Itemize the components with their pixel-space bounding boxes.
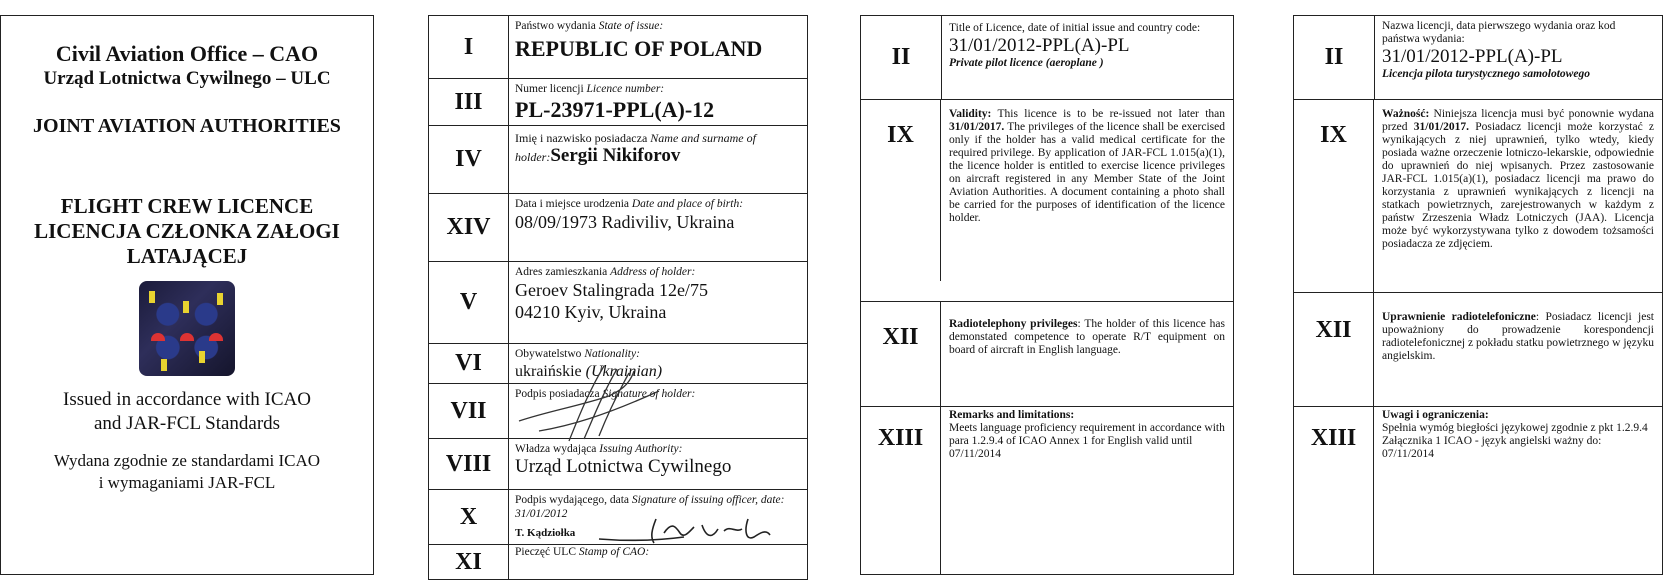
section-number: IX [861, 100, 941, 281]
radiotelephony-text: Uprawnienie radiotelefoniczne: Posiadacz licencji jest upoważniony do prowadzenie korespondencji radiotelefonicznej z pokładu statku powietrznego w języku angielskim. [1382, 311, 1654, 362]
field-row-state [429, 16, 807, 78]
officer-signature-image [594, 511, 794, 551]
section-validity [861, 99, 1233, 281]
section-remarks [1294, 406, 1662, 574]
section-number: II [1294, 16, 1375, 99]
officer-name: T. Kądziołka [515, 527, 576, 539]
row-number: IV [429, 126, 509, 193]
field-label: Imię i nazwisko posiadacza Name and surname of holder:Sergii Nikiforov [515, 131, 756, 166]
field-label: Państwo wydania State of issue: [515, 20, 664, 32]
row-number: VI [429, 344, 509, 383]
field-label: Obywatelstwo Nationality: [515, 348, 640, 360]
validity-text: Validity: This licence is to be re-issued not later than 31/01/2017. The privileges of the licence shall be exercised only if the holder has a valid medical certificate for the required privilege. By application of JAR-FCL 1.015(a)(1), the licence holder is entitled to exercise licence privileges on aircraft registered in any Member State of the Joint Aviation Authorities. A document containing a photo shall be carried for the purposes of identification of the licence holder. [949, 108, 1225, 224]
remarks-text: Uwagi i ograniczenia: Spełnia wymóg biegłości językowej zgodnie z pkt 1.2.9.4 Załącznika 1 ICAO - język angielski ważny do: 07/11/2014 [1382, 409, 1648, 460]
issued-statement-en [1, 388, 373, 436]
section-number: XIII [861, 407, 941, 574]
licence-number-value: PL-23971-PPL(A)-12 [515, 97, 715, 122]
address-line-2: 04210 Kyiv, Ukraina [515, 302, 667, 322]
field-label: Adres zamieszkania Address of holder: [515, 266, 696, 278]
section-title-of-licence [861, 16, 1233, 99]
field-row-name [429, 125, 807, 193]
office-name-pl: Urząd Lotnictwa Cywilnego – ULC [43, 68, 331, 89]
section-number: XII [1294, 293, 1374, 406]
issued-line: i wymaganiami JAR-FCL [98, 473, 276, 492]
section-number: XII [861, 302, 941, 406]
field-row-birth [429, 193, 807, 261]
validity-text: Ważność: Niniejsza licencja musi być ponownie wydana przed 31/01/2017. Posiadacz licencji może korzystać z wynikających z niej uprawnień, tylko wtedy, kiedy posiada ważne orzeczenie lotniczo-lekarskie, odpowiednie do uprawnień do niej wpisanych. Przez zastosowanie JAR-FCL 1.015(a)(1), posiadacz licencji ma prawo do korzystania z uprawnień wynikających z licencji na statkach powietrznych, zarejestrowanych w każdym z państw Zrzeszenia Władz Lotniczych (JAA). Licencja może być wykorzystywana tylko z dowodem tożsamości posiadacza ze zdjęciem. [1382, 108, 1654, 250]
field-label: Władza wydająca Issuing Authority: [515, 443, 683, 455]
field-label: Numer licencji Licence number: [515, 83, 665, 95]
row-number: X [429, 490, 509, 544]
section-number: II [861, 16, 942, 99]
issue-date: 31/01/2012 [515, 508, 568, 520]
licence-title [1, 194, 373, 269]
remarks-text: Remarks and limitations: Meets language proficiency requirement in accordance with para 1.2.9.4 of ICAO Annex 1 for English valid until 07/11/2014 [949, 409, 1225, 460]
issued-line: Issued in accordance with ICAO [63, 389, 311, 410]
holder-signature-image [509, 361, 679, 446]
office-name-en: Civil Aviation Office – CAO [55, 41, 319, 66]
section-remarks [861, 406, 1233, 574]
holder-name-value: Sergii Nikiforov [550, 145, 681, 166]
state-of-issue-value: REPUBLIC OF POLAND [515, 36, 763, 61]
licence-details-panel-pl [1293, 15, 1663, 575]
section-title-of-licence [1294, 16, 1662, 99]
field-row-licence-number [429, 78, 807, 125]
row-number: VIII [429, 439, 509, 489]
row-number: V [429, 262, 509, 343]
field-label: Data i miejsce urodzenia Date and place of birth: [515, 198, 744, 210]
row-number: III [429, 79, 509, 125]
hologram-image [139, 281, 235, 376]
jaa-heading: JOINT AVIATION AUTHORITIES [33, 115, 341, 137]
section-number: XIII [1294, 407, 1374, 574]
section-label: Title of Licence, date of initial issue and country code: [949, 22, 1201, 34]
section-label: Nazwa licencji, data pierwszego wydania oraz kod państwa wydania: [1382, 20, 1616, 45]
section-radiotelephony [861, 301, 1233, 406]
issuing-authority-value: Urząd Lotnictwa Cywilnego [515, 456, 732, 477]
field-label: Podpis posiadacza Signature of holder: [515, 388, 696, 400]
licence-title-line: LICENCJA CZŁONKA ZAŁOGI [34, 219, 340, 243]
issued-line: and JAR-FCL Standards [93, 413, 281, 434]
licence-type-value: Licencja pilota turystycznego samolotowego [1382, 68, 1590, 80]
row-number: VII [429, 384, 509, 438]
section-radiotelephony [1294, 292, 1662, 406]
birth-value: 08/09/1973 Radiviliv, Ukraina [515, 212, 735, 232]
cover-panel [0, 15, 374, 575]
licence-details-panel-en [860, 15, 1234, 575]
address-line-1: Geroev Stalingrada 12e/75 [515, 280, 708, 300]
licence-code-value: 31/01/2012-PPL(A)-PL [949, 35, 1130, 56]
licence-code-value: 31/01/2012-PPL(A)-PL [1382, 46, 1563, 67]
row-number: XI [429, 545, 509, 580]
field-label: Podpis wydającego, data Signature of issuing officer, date: 31/01/2012 [515, 494, 785, 520]
licence-title-line: FLIGHT CREW LICENCE [60, 194, 314, 218]
section-validity [1294, 99, 1662, 292]
holder-details-panel [428, 15, 808, 580]
licence-type-value: Private pilot licence (aeroplane ) [949, 57, 1104, 69]
field-row-address [429, 261, 807, 343]
section-number: IX [1294, 100, 1374, 292]
row-number: XIV [429, 194, 509, 261]
row-number: I [429, 16, 509, 78]
issued-line: Wydana zgodnie ze standardami ICAO [53, 451, 321, 470]
field-label: Pieczęć ULC Stamp of CAO: [515, 546, 650, 558]
radiotelephony-text: Radiotelephony privileges: The holder of this licence has demonstated competence to operate R/T equipment on board of aircraft in English language. [949, 318, 1226, 356]
nationality-value: ukraińskie (Ukrainian) [515, 363, 663, 380]
licence-title-line: LATAJĄCEJ [126, 244, 248, 268]
issued-statement-pl [1, 450, 373, 494]
